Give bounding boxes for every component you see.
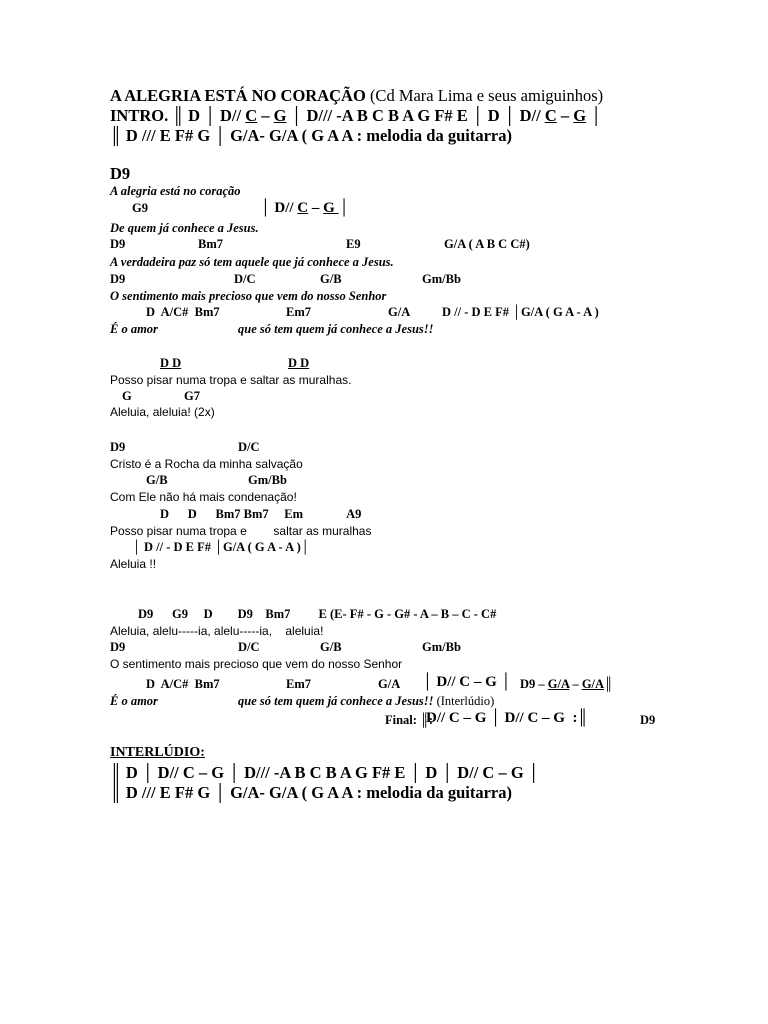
chord-line: D D (288, 356, 310, 370)
chord-line: G/B (320, 640, 342, 654)
chord-line: D9 (110, 237, 126, 251)
chord-line: D/C (238, 640, 260, 654)
chord-line: D A/C# Bm7 (146, 677, 220, 691)
lyric-line: De quem já conhece a Jesus. (110, 221, 259, 235)
chord-line: Bm7 (198, 237, 223, 251)
intro-line-1: INTRO. ║ D │ D// C – G │ D/// -A B C B A G F# E │ D │ D// C – G │ (110, 106, 602, 125)
chord-line: Gm/Bb (422, 272, 461, 286)
final-chord-line: Final: ║: (385, 713, 434, 727)
chord-line: D9 (110, 640, 126, 654)
chord-line: G9 (132, 201, 148, 215)
lyric-line: que só tem quem já conhece a Jesus!! (238, 322, 434, 336)
chord-line: Gm/Bb (422, 640, 461, 654)
lyric-line: A alegria está no coração (110, 184, 241, 198)
chord-line: G/B (320, 272, 342, 286)
chord-line: │ D// C – G │ (260, 200, 350, 216)
song-source: (Cd Mara Lima e seus amiguinhos) (369, 86, 604, 105)
section-label: D9 (110, 164, 131, 183)
lyric-line: Posso pisar numa tropa e saltar as muralhas (110, 524, 372, 538)
lyric-line: É o amor (110, 322, 158, 336)
interlude-line-2: ║ D /// E F# G │ G/A- G/A ( G A A : melodia da guitarra) (110, 783, 512, 802)
lyric-line: Aleluia !! (110, 557, 157, 571)
song-title: A ALEGRIA ESTÁ NO CORAÇÃO (110, 86, 366, 105)
lyric-line: O sentimento mais precioso que vem do nosso Senhor (110, 657, 403, 671)
lyric-line: Com Ele não há mais condenação! (110, 490, 297, 504)
lyric-line: É o amor (110, 694, 158, 708)
chord-line: │ D // - D E F# │G/A ( G A - A )│ (132, 540, 310, 554)
chord-line: D // - D E F# │G/A ( G A - A ) (442, 305, 599, 319)
song-title-line (110, 88, 603, 105)
chord-line: G/B (146, 473, 168, 487)
chord-line: D D Bm7 Bm7 Em A9 (160, 507, 362, 521)
lyric-line: que só tem quem já conhece a Jesus!! (Interlúdio) (238, 694, 495, 708)
chord-line: Gm/Bb (248, 473, 287, 487)
chord-line: G (122, 389, 132, 403)
chord-line: D9 – G/A – G/A║ (520, 677, 613, 691)
lyric-line: Aleluia, aleluia! (2x) (110, 405, 215, 419)
chord-line: Em7 (286, 305, 311, 319)
chord-line: G7 (184, 389, 200, 403)
chord-line: D/C (234, 272, 256, 286)
chord-line: D9 (110, 440, 126, 454)
chord-line: D/C (238, 440, 260, 454)
lyric-line: Posso pisar numa tropa e saltar as muralhas. (110, 373, 352, 387)
intro-line-2: ║ D /// E F# G │ G/A- G/A ( G A A : melodia da guitarra) (110, 126, 512, 145)
lyric-line: A verdadeira paz só tem aquele que já conhece a Jesus. (110, 255, 394, 269)
interlude-line-1: ║ D │ D// C – G │ D/// -A B C B A G F# E │ D │ D// C – G │ (110, 763, 540, 782)
chord-line: G/A (388, 305, 411, 319)
chord-line: D D (160, 356, 182, 370)
chord-line: G/A (378, 677, 401, 691)
chord-line: Em7 (286, 677, 311, 691)
chord-line: D A/C# Bm7 (146, 305, 220, 319)
final-chord-line: D9 (640, 713, 656, 727)
final-chord-line: D// C – G │ D// C – G :║ (426, 710, 589, 726)
chord-line: │ D// C – G │ (422, 674, 512, 690)
lyric-line: O sentimento mais precioso que vem do nosso Senhor (110, 289, 387, 303)
interlude-heading: INTERLÚDIO: (110, 745, 205, 760)
chord-line: E9 (346, 237, 361, 251)
chord-line: G/A ( A B C C#) (444, 237, 530, 251)
lyric-line: Aleluia, alelu-----ia, alelu-----ia, aleluia! (110, 624, 324, 638)
chord-line: D9 (110, 272, 126, 286)
chord-line: D9 G9 D D9 Bm7 E (E- F# - G - G# - A – B – C - C# (138, 607, 497, 621)
lyric-line: Cristo é a Rocha da minha salvação (110, 457, 303, 471)
